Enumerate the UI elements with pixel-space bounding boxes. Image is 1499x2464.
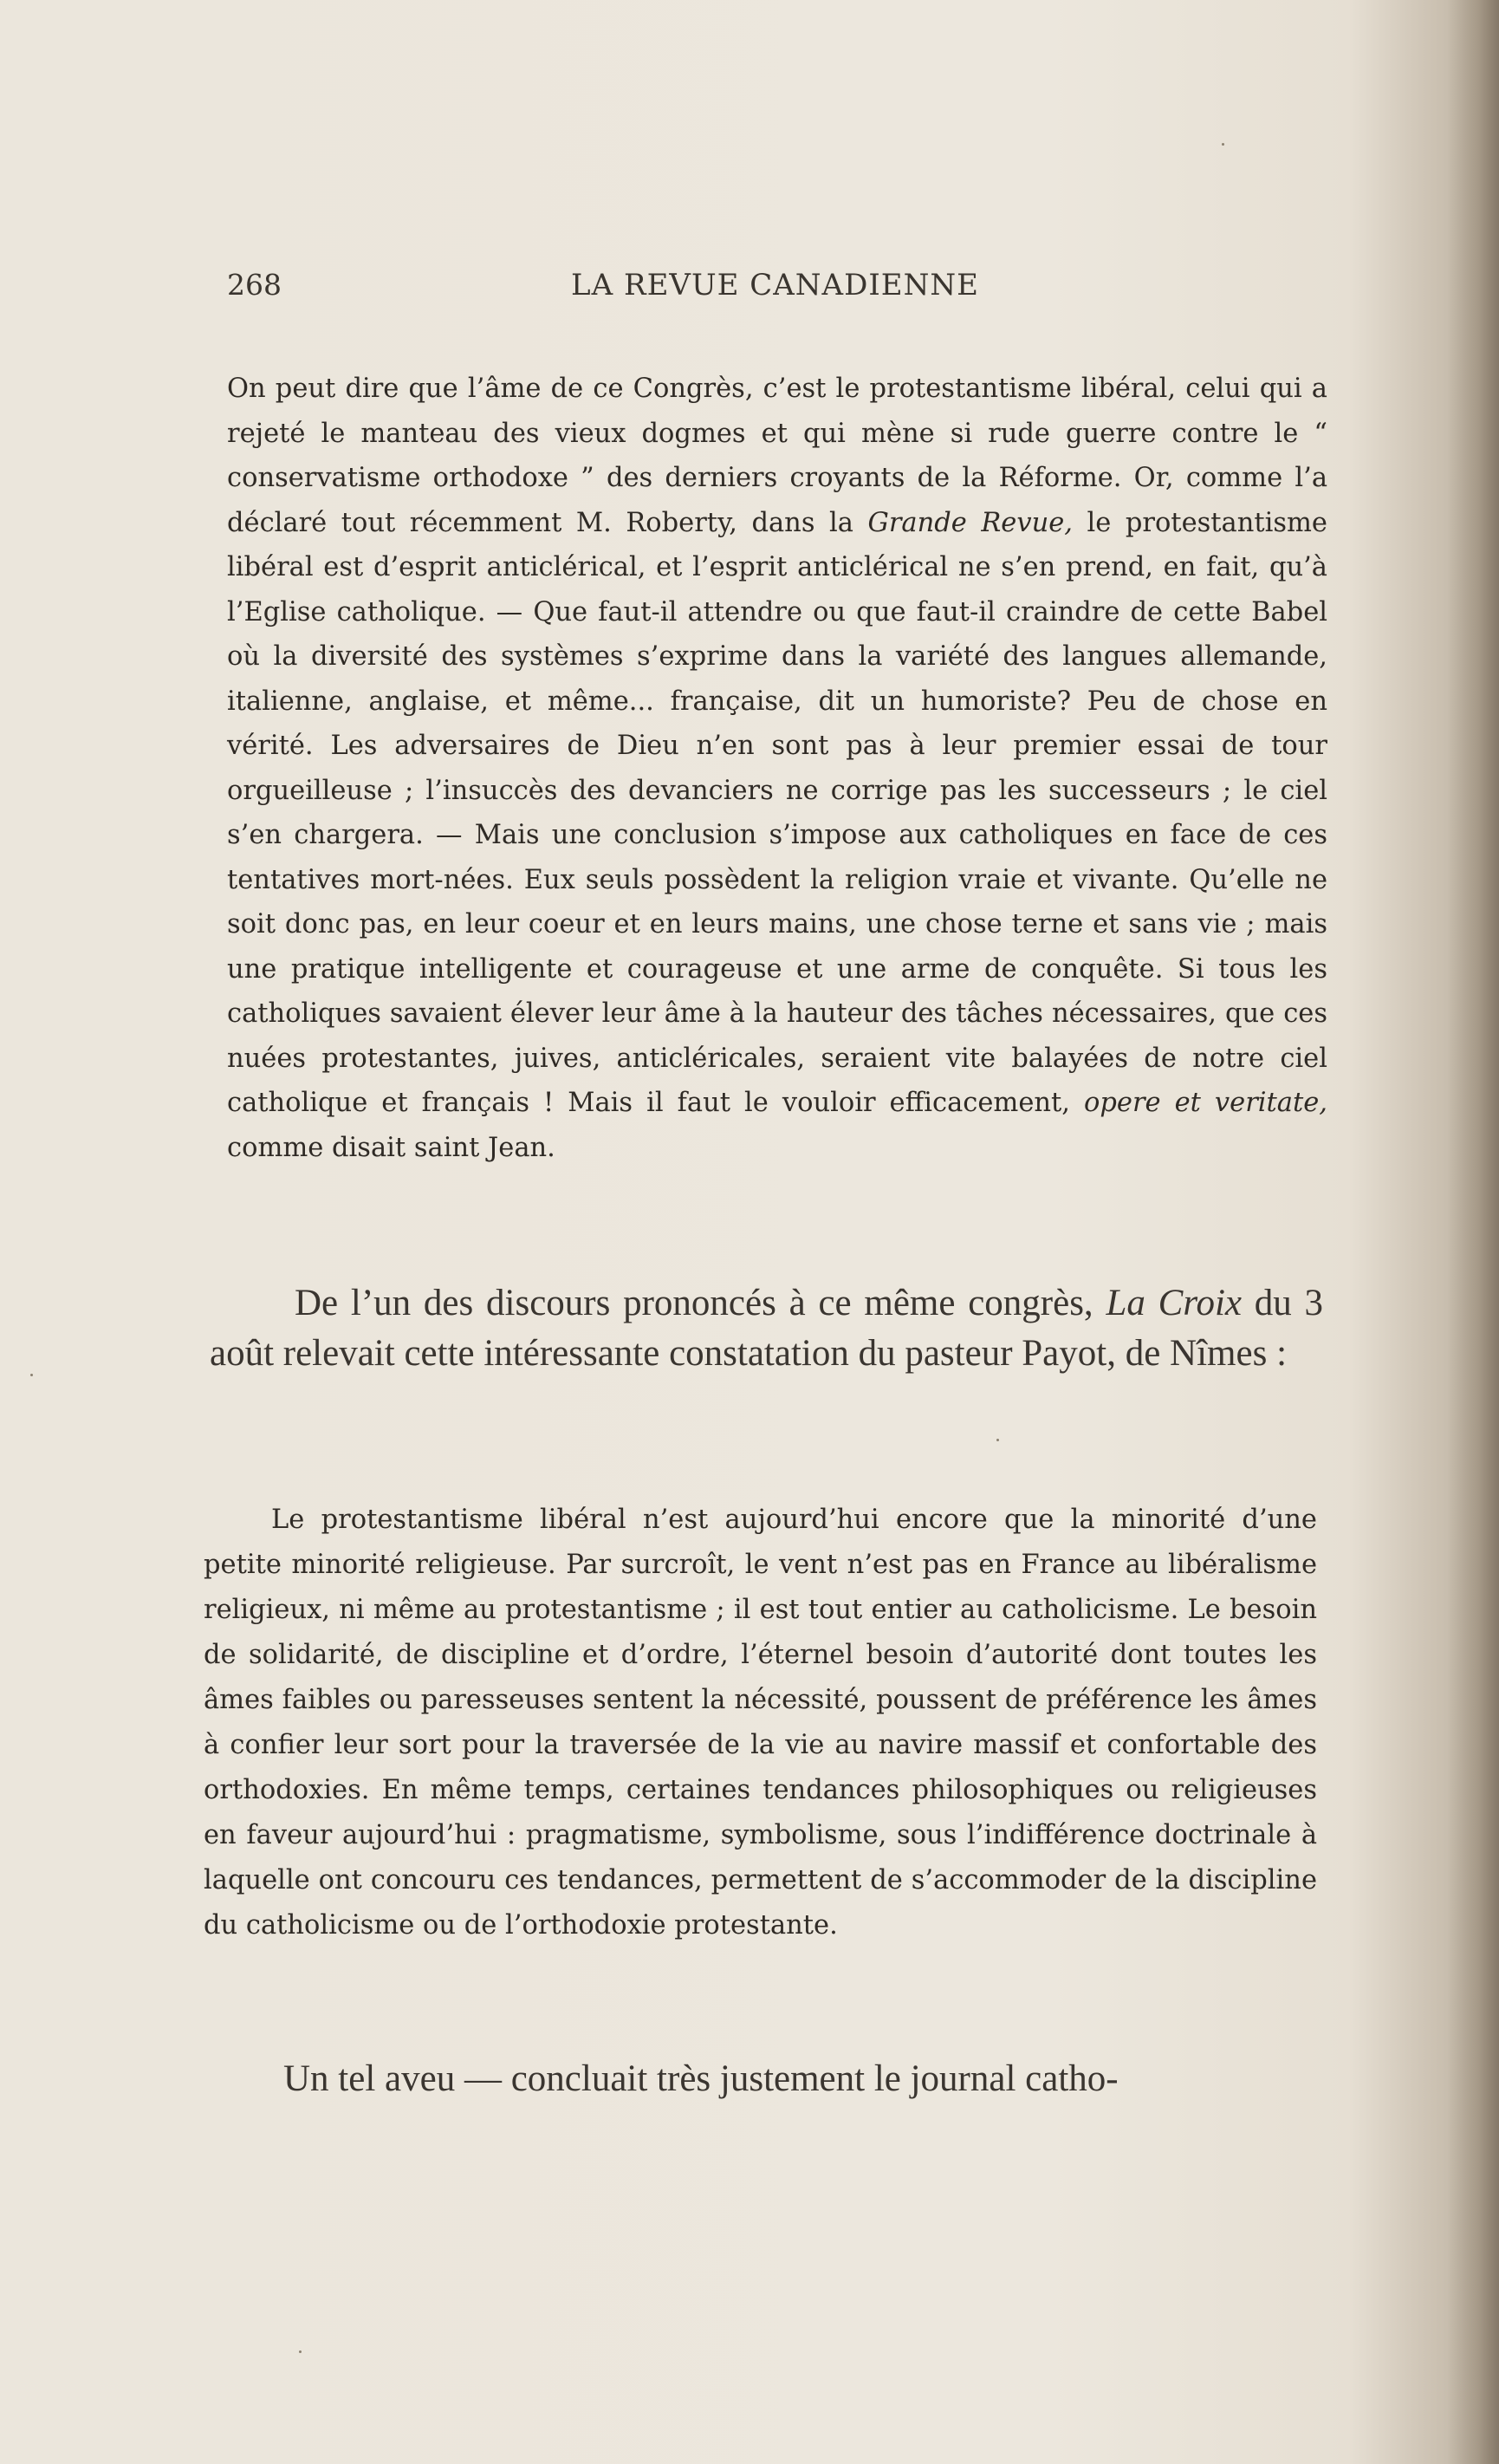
page-header (227, 264, 1323, 308)
paragraph-text: du 3 août relevait cette intéressante constatation du pasteur Payot, de Nîmes : (210, 1283, 1324, 1374)
italic-title: Grande Revue, (867, 507, 1073, 538)
paper-speck (299, 2350, 302, 2353)
paragraph-text: On peut dire que l’âme de ce Congrès, c’est le protestantisme libéral, celui qui a rejeté le manteau des vieux dogmes et qui mène si rude guerre contre le “ conservatisme orthodoxe ” des derniers croyants de la Réforme. Or, comme l’a déclaré tout récemment M. Roberty, dans la (227, 374, 1327, 538)
page-number: 268 (227, 268, 282, 302)
italic-newspaper-title: La Croix (1106, 1283, 1242, 1323)
body-paragraph-1 (227, 367, 1327, 1170)
paragraph-text: comme disait saint Jean. (227, 1132, 555, 1163)
paragraph-text: le protestantisme libéral est d’esprit anticlérical, et l’esprit anticlérical ne s’en prend, en fait, qu’à l’Eglise catholique. — Que faut-il attendre ou que faut-il craindre de cette Babel où la diversité des systèmes s’exprime dans la variété des langues allemande, italienne, anglaise, et même... française, dit un humoriste? Peu de chose en vérité. Les adversaires de Dieu n’en sont pas à leur premier essai de tour orgueilleuse ; l’insuccès des devanciers ne corrige pas les successeurs ; le ciel s’en chargera. — Mais une conclusion s’impose aux catholiques en face de ces tentatives mort-nées. Eux seuls possèdent la religion vraie et vivante. Qu’elle ne soit donc pas, en leur coeur et en leurs mains, une chose terne et sans vie ; mais une pratique intelligente et courageuse et une arme de conquête. Si tous les catholiques savaient élever leur âme à la hauteur des tâches nécessaires, que ces nuées protestantes, juives, anticléricales, seraient vite balayées de notre ciel catholique et français ! Mais il faut le vouloir efficacement, (227, 507, 1327, 1118)
running-title: LA REVUE CANADIENNE (571, 268, 979, 302)
italic-latin-phrase: opere et veritate, (1084, 1088, 1327, 1118)
paper-speck (1222, 143, 1224, 146)
body-paragraph-3: Un tel aveu — concluait très justement le journal catho- (283, 2058, 1119, 2099)
paper-speck (996, 1439, 999, 1441)
page-edge-shadow (1447, 0, 1499, 2464)
body-paragraph-2 (210, 1278, 1323, 1379)
block-quote: Le protestantisme libéral n’est aujourd’hui encore que la minorité d’une petite minorité religieuse. Par surcroît, le vent n’est pas en France au libéralisme religieux, ni même au protestantisme ; il est tout entier au catholicisme. Le besoin de solidarité, de discipline et d’ordre, l’éternel besoin d’autorité dont toutes les âmes faibles ou paresseuses sentent la nécessité, poussent de préférence les âmes à confier leur sort pour la traversée de la vie au navire massif et confortable des orthodoxies. En même temps, certaines tendances philosophiques ou religieuses en faveur aujourd’hui : pragmatisme, symbolisme, sous l’indifférence doctrinale à laquelle ont concouru ces tendances, permettent de s’accommoder de la discipline du catholicisme ou de l’orthodoxie protestante. (204, 1505, 1317, 1941)
paper-speck (30, 1374, 33, 1376)
paragraph-text: De l’un des discours prononcés à ce même congrès, (295, 1283, 1106, 1323)
